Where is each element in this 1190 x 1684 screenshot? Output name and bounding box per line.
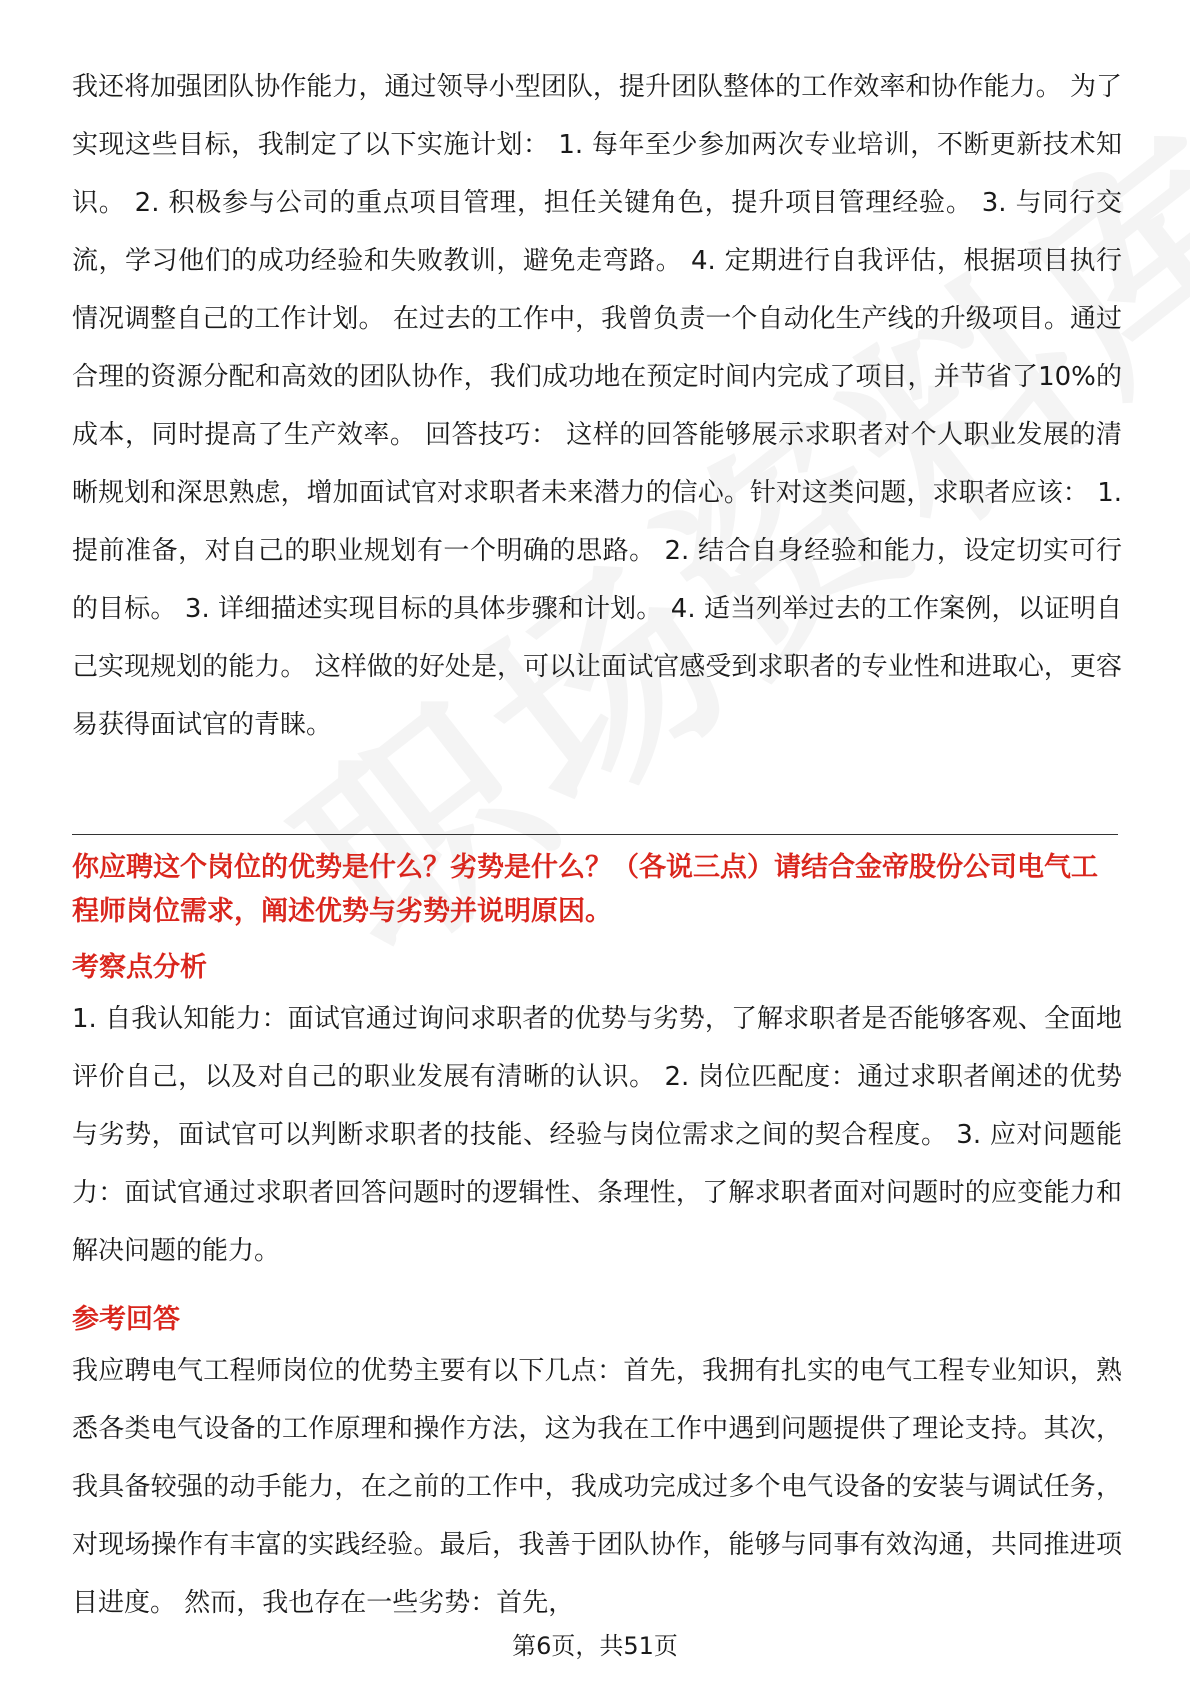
answer-paragraph: 我应聘电气工程师岗位的优势主要有以下几点：首先，我拥有扎实的电气工程专业知识，熟悉各类电气设备的工作原理和操作方法，这为我在工作中遇到问题提供了理论支持。其次，我具备较强的动手能力，在之前的工作中，我成功完成过多个电气设备的安装与调试任务，对现场操作有丰富的实践经验。最后，我善于团队协作，能够与同事有效沟通，共同推进项目进度。 然而，我也存在一些劣势：首先， [72, 1356, 1122, 1618]
intro-paragraph: 我还将加强团队协作能力，通过领导小型团队，提升团队整体的工作效率和协作能力。 为了实现这些目标，我制定了以下实施计划： 1. 每年至少参加两次专业培训，不断更新技术知识。 2. 积极参与公司的重点项目管理，担任关键角色，提升项目管理经验。 3. 与同行交流，学习他们的成功经验和失败教训，避免走弯路。 4. 定期进行自我评估，根据项目执行情况调整自己的工作计划。 在过去的工作中，我曾负责一个自动化生产线的升级项目。通过合理的资源分配和高效的团队协作，我们成功地在预定时间内完成了项目，并节省了10%的成本，同时提高了生产效率。 回答技巧： 这样的回答能够展示求职者对个人职业发展的清晰规划和深思熟虑，增加面试官对求职者未来潜力的信心。针对这类问题，求职者应该： 1. 提前准备，对自己的职业规划有一个明确的思路。 2. 结合自身经验和能力，设定切实可行的目标。 3. 详细描述实现目标的具体步骤和计划。 4. 适当列举过去的工作案例，以证明自己实现规划的能力。 这样做的好处是，可以让面试官感受到求职者的专业性和进取心，更容易获得面试官的青睐。 [72, 72, 1122, 740]
page-number: 第6页，共51页 [512, 1632, 678, 1660]
answer-heading: 参考回答 [72, 1304, 180, 1335]
question-title: 你应聘这个岗位的优势是什么？劣势是什么？（各说三点）请结合金帝股份公司电气工程师岗位需求，阐述优势与劣势并说明原因。 [72, 852, 1098, 927]
analysis-paragraph: 1. 自我认知能力：面试官通过询问求职者的优势与劣势，了解求职者是否能够客观、全面地评价自己，以及对自己的职业发展有清晰的认识。 2. 岗位匹配度：通过求职者阐述的优势与劣势，面试官可以判断求职者的技能、经验与岗位需求之间的契合程度。 3. 应对问题能力：面试官通过求职者回答问题时的逻辑性、条理性，了解求职者面对问题时的应变能力和解决问题的能力。 [72, 1004, 1122, 1266]
analysis-heading: 考察点分析 [72, 952, 207, 983]
section-divider [72, 834, 1118, 835]
